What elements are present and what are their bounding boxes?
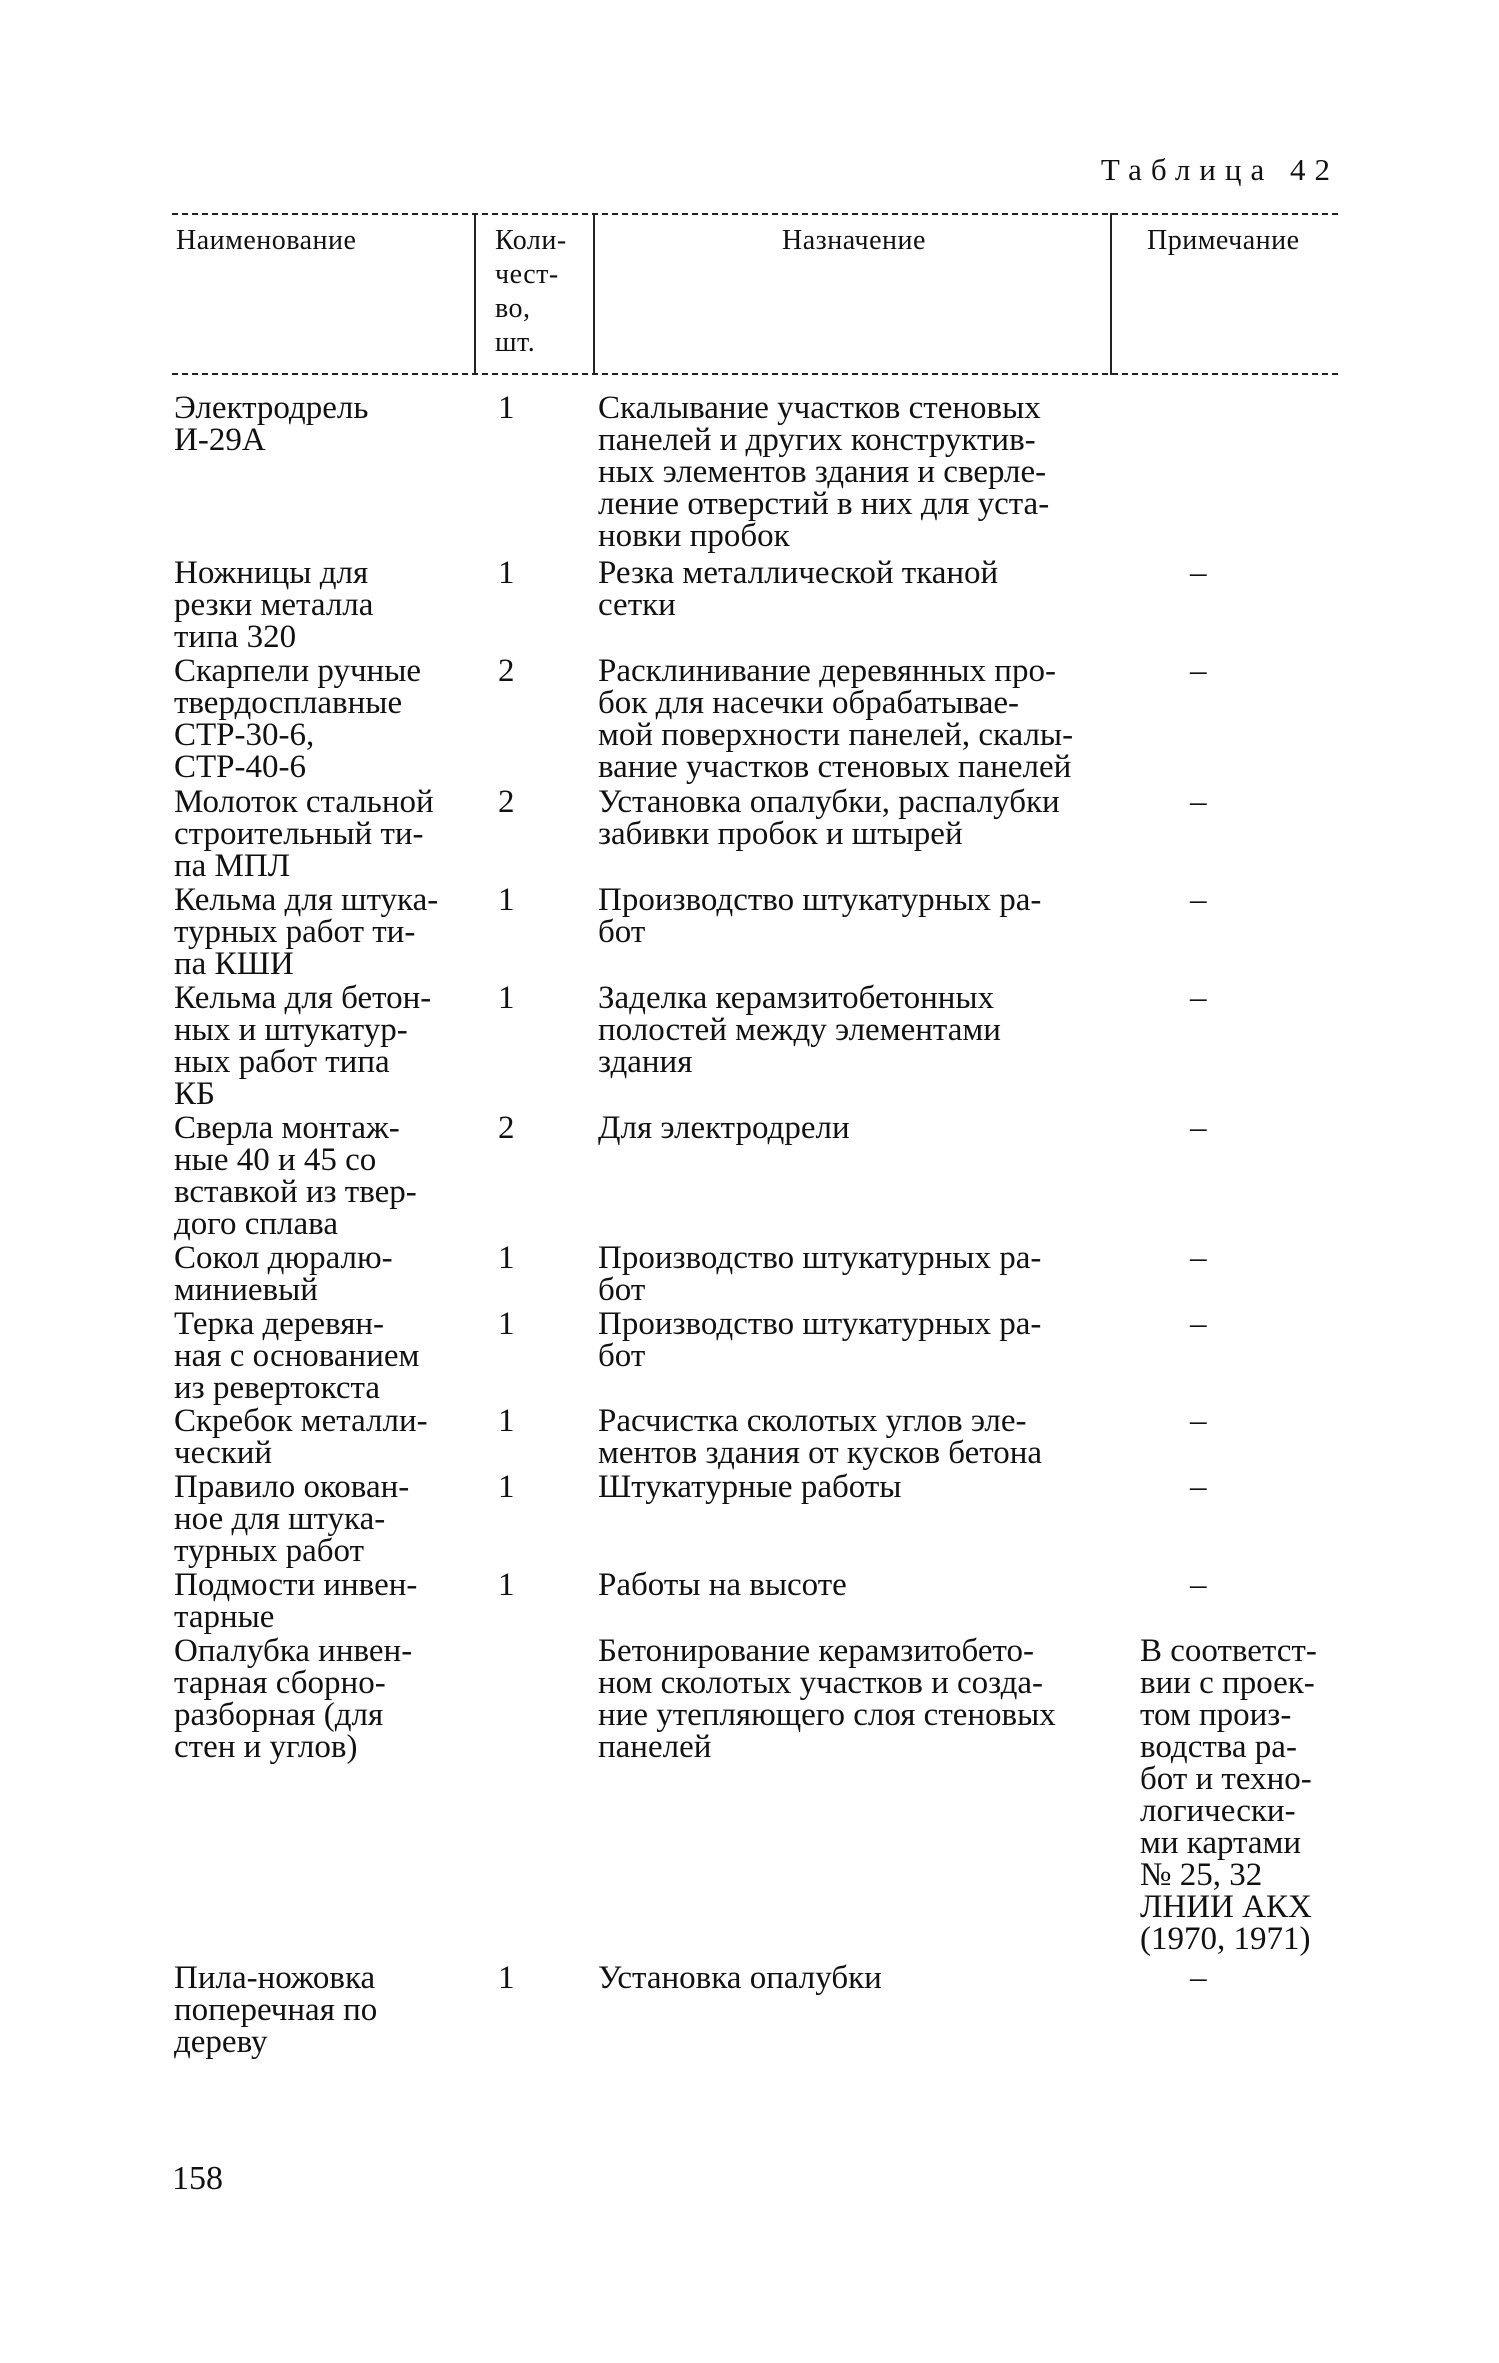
table-caption: Таблица 42 [1100,152,1339,187]
item-purpose: Заделка керамзитобетонных полостей между элементами здания [598,980,1001,1080]
item-note: – [1190,1306,1207,1342]
header-bottom-rule [172,373,1338,375]
column-divider-3 [1110,213,1112,375]
header-purpose: Назначение [782,225,926,256]
column-divider-2 [593,213,595,375]
item-note: – [1190,1110,1207,1146]
item-note: – [1190,555,1207,591]
item-name: Подмости инвен- тарные [174,1567,418,1635]
item-purpose: Штукатурные работы [598,1469,902,1505]
item-purpose: Производство штукатурных ра- бот [598,882,1042,950]
item-note: – [1190,1240,1207,1276]
column-divider-1 [474,213,476,375]
item-note: – [1190,653,1207,689]
item-note: – [1190,784,1207,820]
item-purpose: Производство штукатурных ра- бот [598,1240,1042,1308]
item-quantity: 1 [498,555,515,591]
item-quantity: 1 [498,1960,515,1996]
item-purpose: Расклинивание деревянных про- бок для насечки обрабатывае- мой поверхности панелей, скалы- вание участков стеновых панелей [598,653,1074,785]
item-note: – [1190,882,1207,918]
item-quantity: 1 [498,390,515,426]
item-name: Сокол дюралю- миниевый [174,1240,393,1308]
item-purpose: Расчистка сколотых углов эле- ментов здания от кусков бетона [598,1403,1043,1471]
item-quantity: 2 [498,653,515,689]
item-name: Пила-ножовка поперечная по дереву [174,1960,378,2060]
item-name: Скарпели ручные твердосплавные СТР-30-6, СТР-40-6 [174,653,422,785]
item-name: Кельма для бетон- ных и штукатур- ных работ типа КБ [174,980,432,1112]
item-quantity: 1 [498,1567,515,1603]
item-quantity: 1 [498,1306,515,1342]
item-purpose: Производство штукатурных ра- бот [598,1306,1042,1374]
page-number: 158 [172,2160,223,2197]
item-purpose: Скалывание участков стеновых панелей и других конструктив- ных элементов здания и сверле- ление отверстий в них для уста- новки пробок [598,390,1050,554]
item-name: Молоток стальной строительный ти- па МПЛ [174,784,434,884]
item-quantity: 1 [498,882,515,918]
item-quantity: 2 [498,1110,515,1146]
item-name: Скребок металли- ческий [174,1403,428,1471]
item-purpose: Установка опалубки, распалубки забивки пробок и штырей [598,784,1060,852]
item-name: Терка деревян- ная с основанием из ревертокста [174,1306,420,1406]
header-top-rule [172,213,1338,215]
item-name: Электродрель И-29А [174,390,369,458]
item-quantity: 2 [498,784,515,820]
item-purpose: Для электродрели [598,1110,850,1146]
item-name: Правило окован- ное для штука- турных работ [174,1469,410,1569]
header-quantity: Коли- чест- во, шт. [495,225,567,358]
item-purpose: Резка металлической тканой сетки [598,555,999,623]
item-name: Ножницы для резки металла типа 320 [174,555,374,655]
item-quantity: 1 [498,1469,515,1505]
item-name: Опалубка инвен- тарная сборно- разборная (для стен и углов) [174,1633,413,1765]
item-note: В соответст- вии с проек- том произ- водства ра- бот и техно- логически- ми картами № 25, 32 ЛНИИ АКХ (1970, 1971) [1140,1633,1317,1957]
item-note: – [1190,1469,1207,1505]
item-name: Кельма для штука- турных работ ти- па КШИ [174,882,439,982]
item-quantity: 1 [498,1240,515,1276]
header-note: Примечание [1147,225,1300,256]
item-note: – [1190,980,1207,1016]
item-note: – [1190,1960,1207,1996]
item-purpose: Установка опалубки [598,1960,882,1996]
item-purpose: Бетонирование керамзитобето- ном сколотых участков и созда- ние утепляющего слоя стеновых панелей [598,1633,1056,1765]
header-name: Наименование [176,225,357,256]
item-purpose: Работы на высоте [598,1567,847,1603]
item-name: Сверла монтаж- ные 40 и 45 со вставкой из твер- дого сплава [174,1110,417,1242]
item-note: – [1190,1403,1207,1439]
item-note: – [1190,1567,1207,1603]
item-quantity: 1 [498,980,515,1016]
item-quantity: 1 [498,1403,515,1439]
